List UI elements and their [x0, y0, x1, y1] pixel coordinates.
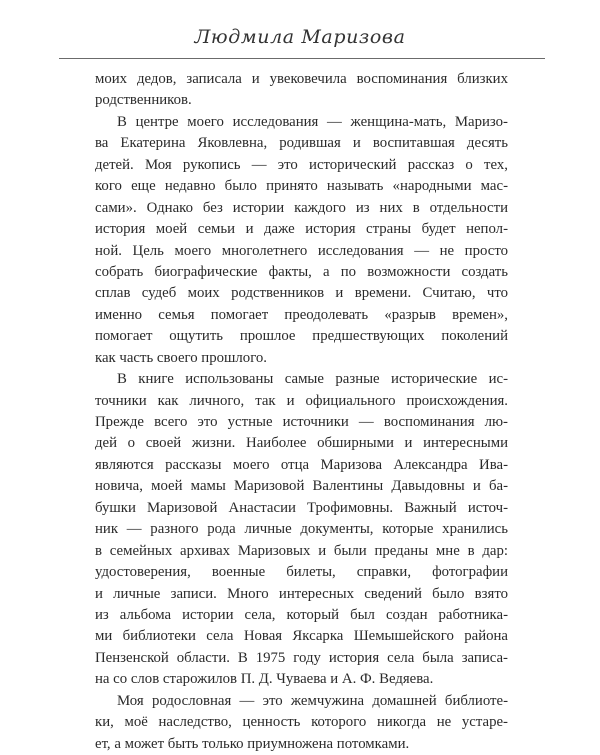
text-line: ва Екатерина Яковлевна, родившая и воспитавшая десять [95, 135, 508, 152]
text-line: помогает ощутить прошлое предшествующих поколений [95, 328, 508, 345]
text-line: сплав судеб моих родственников и времени. Считаю, что [95, 285, 508, 302]
text-line: и личные записи. Много интересных сведений было взято [95, 585, 508, 602]
text-line: история моей семьи и даже история страны будет непол- [95, 221, 508, 238]
text-line: дей о своей жизни. Наиболее обширными и интересными [95, 435, 508, 452]
text-line: моих дедов, записала и увековечила воспоминания близких [95, 71, 508, 87]
text-line: родственников. [95, 92, 192, 109]
running-head: Людмила Маризова [194, 26, 406, 48]
paragraph-first-line: В книге использованы самые разные исторические ис- [117, 371, 508, 388]
header-rule [59, 58, 545, 59]
text-line: Прежде всего это устные источники — воспоминания лю- [95, 414, 508, 430]
text-line: как часть своего прошлого. [95, 349, 267, 366]
text-line: Пензенской области. В 1975 году история села была записа- [95, 649, 508, 666]
text-line: ной. Цель моего многолетнего исследования — не просто [95, 242, 508, 259]
text-line: удостоверения, военные билеты, справки, фотографии [95, 564, 508, 581]
text-line: кого еще недавно было принято называть «народными мас- [95, 178, 508, 195]
text-line: новича, моей мамы Маризовой Валентины Давыдовны и ба- [95, 478, 508, 495]
text-line: именно семья помогает преодолевать «разрыв времен», [95, 306, 508, 323]
text-line: детей. Моя рукопись — это исторический рассказ о тех, [95, 156, 508, 173]
text-line: в семейных архивах Маризовых и были преданы мне в дар: [95, 542, 508, 559]
text-line: сами». Однако без истории каждого из них в отдельности [95, 199, 508, 216]
text-line: ми библиотеки села Новая Яксарка Шемышейского района [95, 628, 508, 645]
text-line: ки, моё наследство, ценность которого никогда не устаре- [95, 714, 508, 731]
paragraph-first-line: В центре моего исследования — женщина-мать, Маризо- [117, 113, 508, 130]
paragraph-first-line: Моя родословная — это жемчужина домашней библиоте- [117, 692, 508, 709]
text-line: бушки Маризовой Анастасии Трофимовны. Важный источ- [95, 499, 508, 516]
text-line: являются рассказы моего отца Маризова Александра Ива- [95, 456, 508, 473]
text-line: точники как личного, так и официального происхождения. [95, 392, 508, 409]
text-line: ет, а может быть только приумножена потомками. [95, 735, 410, 752]
body-text [95, 69, 508, 755]
text-line: ник — разного рода личные документы, которые хранились [95, 521, 508, 538]
text-line: собрать биографические факты, а по возможности создать [95, 263, 508, 280]
text-line: из альбома истории села, который был создан работника- [95, 606, 508, 623]
text-line: на со слов старожилов П. Д. Чуваева и А. Ф. Ведяева. [95, 671, 434, 688]
